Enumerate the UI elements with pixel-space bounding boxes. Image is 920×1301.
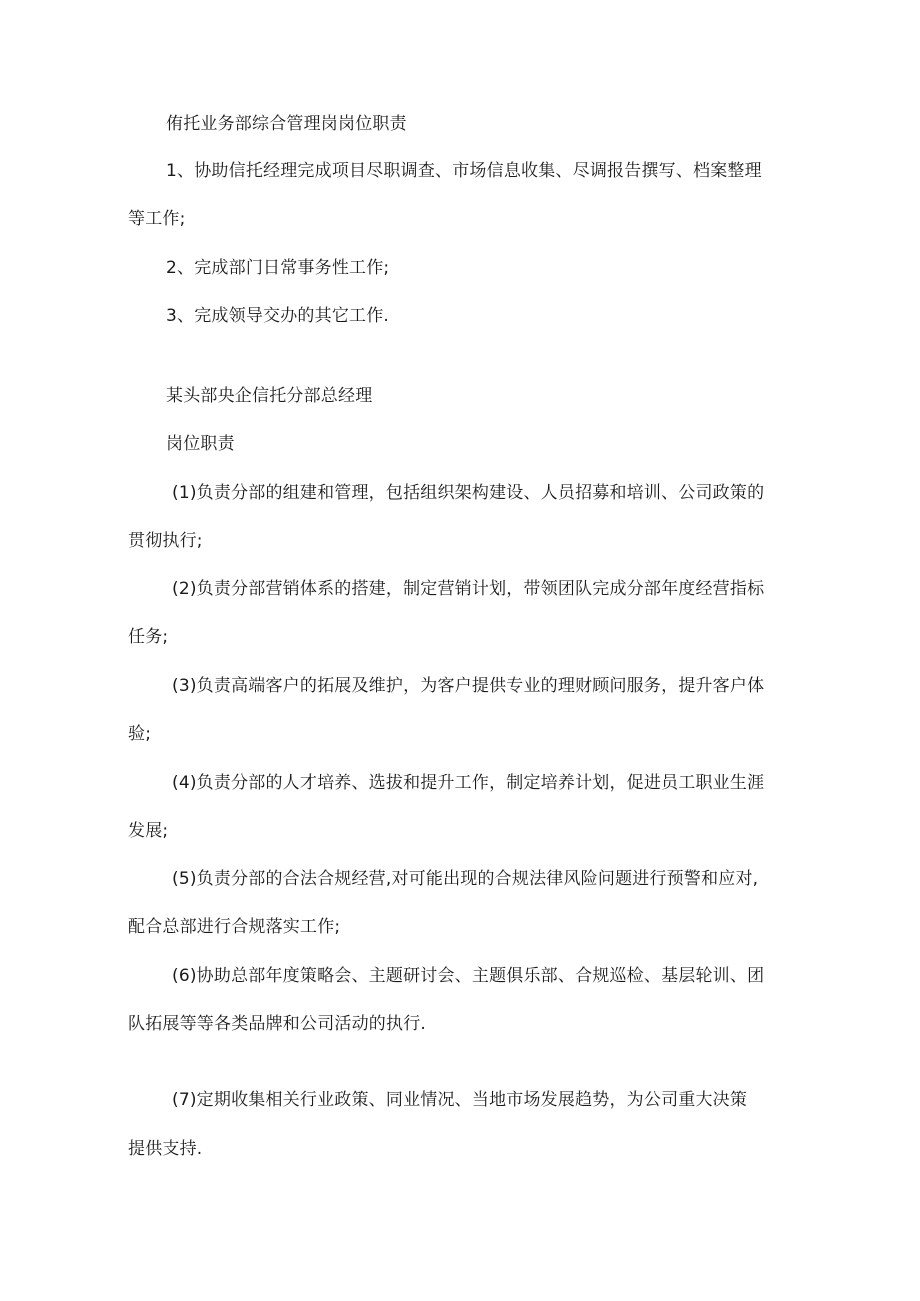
section1-title: 侑托业务部综合管理岗岗位职责 — [166, 114, 407, 134]
section2-item-1-line-1: (1)负责分部的组建和管理，包括组织架构建设、人员招募和培训、公司政策的 — [172, 483, 765, 503]
section2-item-5-line-1: (5)负责分部的合法合规经营,对可能出现的合规法律风险问题进行预警和应对, — [172, 869, 759, 889]
section2-item-6-line-2: 队拓展等等各类品牌和公司活动的执行. — [128, 1014, 427, 1034]
section2-item-4-line-2: 发展; — [128, 821, 169, 841]
section2-item-3-line-2: 验; — [128, 724, 152, 744]
section2-item-6-line-1: (6)协助总部年度策略会、主题研讨会、主题俱乐部、合规巡检、基层轮训、团 — [172, 966, 765, 986]
section2-item-4-line-1: (4)负责分部的人才培养、选拔和提升工作，制定培养计划，促进员工职业生涯 — [172, 773, 765, 793]
section2-item-2-line-2: 任务; — [128, 627, 169, 647]
section2-item-2-line-1: (2)负责分部营销体系的搭建，制定营销计划，带领团队完成分部年度经营指标 — [172, 579, 765, 599]
section2-subtitle: 岗位职责 — [166, 434, 235, 454]
section2-item-7-line-1: (7)定期收集相关行业政策、同业情况、当地市场发展趋势，为公司重大决策 — [172, 1090, 748, 1110]
section2-item-7-line-2: 提供支持. — [128, 1139, 203, 1159]
section2-title: 某头部央企信托分部总经理 — [166, 386, 373, 406]
section2-item-5-line-2: 配合总部进行合规落实工作; — [128, 917, 341, 937]
section1-item-1-line-2: 等工作; — [128, 209, 186, 229]
section1-item-2: 2、完成部门日常事务性工作; — [166, 258, 390, 278]
section1-item-3: 3、完成领导交办的其它工作. — [166, 306, 390, 326]
section2-item-3-line-1: (3)负责高端客户的拓展及维护，为客户提供专业的理财顾问服务，提升客户体 — [172, 676, 765, 696]
section1-item-1-line-1: 1、协助信托经理完成项目尽职调查、市场信息收集、尽调报告撰写、档案整理 — [166, 161, 762, 181]
section2-item-1-line-2: 贯彻执行; — [128, 531, 203, 551]
